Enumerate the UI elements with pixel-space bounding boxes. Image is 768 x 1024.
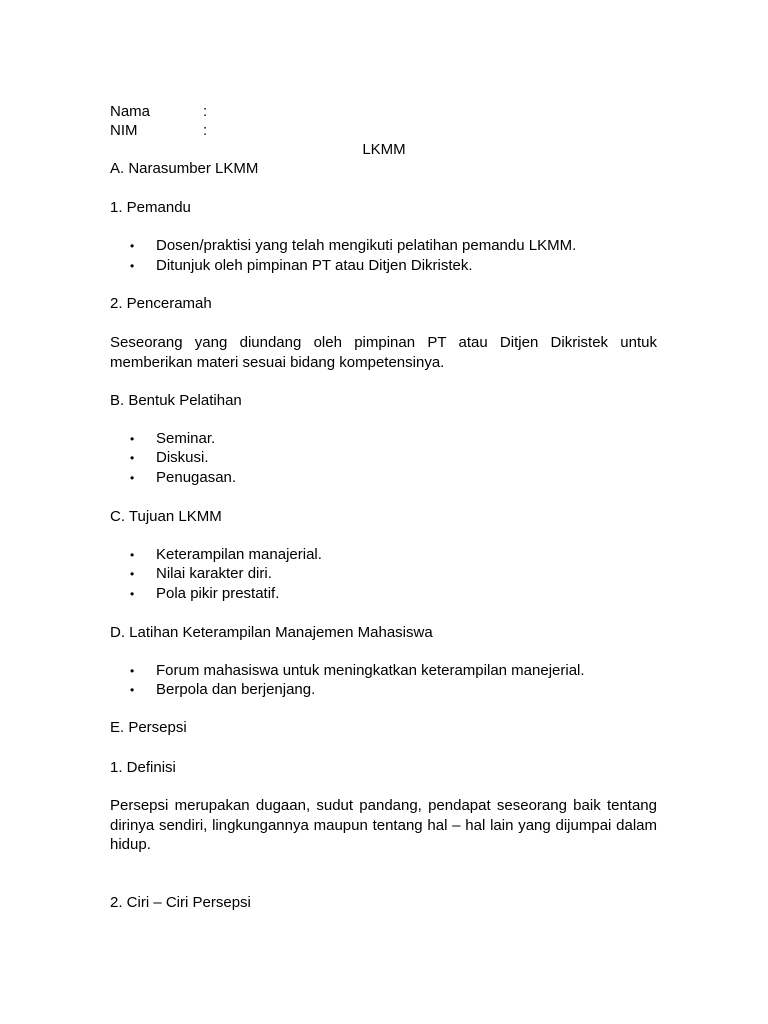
list-item-text: Dosen/praktisi yang telah mengikuti pelatihan pemandu LKMM. (156, 237, 577, 254)
section-d-heading: D. Latihan Keterampilan Manajemen Mahasiswa (110, 624, 433, 641)
section-a-sub1-heading: 1. Pemandu (110, 199, 191, 216)
bullet-icon: • (130, 548, 135, 562)
bullet-icon: • (130, 451, 135, 465)
list-item (130, 584, 279, 604)
nim-label: NIM (110, 122, 138, 139)
list-item-text: Nilai karakter diri. (156, 565, 272, 582)
list-item (130, 429, 215, 449)
list-item-text: Diskusi. (156, 449, 209, 466)
nim-field (110, 121, 207, 141)
bullet-icon: • (130, 587, 135, 601)
list-item-text: Berpola dan berjenjang. (156, 681, 316, 698)
bullet-icon: • (130, 259, 135, 273)
list-item (130, 448, 209, 468)
list-item (130, 545, 322, 565)
list-item (130, 680, 315, 700)
nama-label: Nama (110, 103, 151, 120)
section-a-heading: A. Narasumber LKMM (110, 160, 259, 177)
nama-separator: : (203, 103, 208, 120)
definisi-paragraph: Persepsi merupakan dugaan, sudut pandang, pendapat seseorang baik tentang dirinya sendiri, lingkungannya maupun tentang hal – hal lain yang dijumpai dalam hidup. (110, 797, 657, 853)
section-e-heading: E. Persepsi (110, 719, 187, 736)
penceramah-paragraph: Seseorang yang diundang oleh pimpinan PT atau Ditjen Dikristek untuk memberikan materi sesuai bidang kompetensinya. (110, 334, 657, 371)
section-e-sub1-heading: 1. Definisi (110, 759, 176, 776)
nama-field (110, 102, 207, 122)
bullet-icon: • (130, 432, 135, 446)
list-item (130, 256, 473, 276)
bullet-icon: • (130, 471, 135, 485)
document-title: LKMM (362, 141, 406, 158)
bullet-icon: • (130, 683, 135, 697)
list-item-text: Penugasan. (156, 469, 237, 486)
list-item-text: Seminar. (156, 430, 216, 447)
nim-separator: : (203, 122, 208, 139)
section-e-sub2-heading: 2. Ciri – Ciri Persepsi (110, 894, 251, 911)
list-item-text: Ditunjuk oleh pimpinan PT atau Ditjen Dikristek. (156, 257, 473, 274)
list-item-text: Forum mahasiswa untuk meningkatkan keterampilan manejerial. (156, 662, 585, 679)
list-item (130, 564, 272, 584)
bullet-icon: • (130, 567, 135, 581)
section-b-heading: B. Bentuk Pelatihan (110, 392, 242, 409)
bullet-icon: • (130, 239, 135, 253)
list-item (130, 236, 576, 256)
list-item (130, 661, 585, 681)
section-c-heading: C. Tujuan LKMM (110, 508, 222, 525)
list-item-text: Keterampilan manajerial. (156, 546, 322, 563)
bullet-icon: • (130, 664, 135, 678)
section-a-sub2-heading: 2. Penceramah (110, 295, 212, 312)
list-item-text: Pola pikir prestatif. (156, 585, 280, 602)
list-item (130, 468, 236, 488)
